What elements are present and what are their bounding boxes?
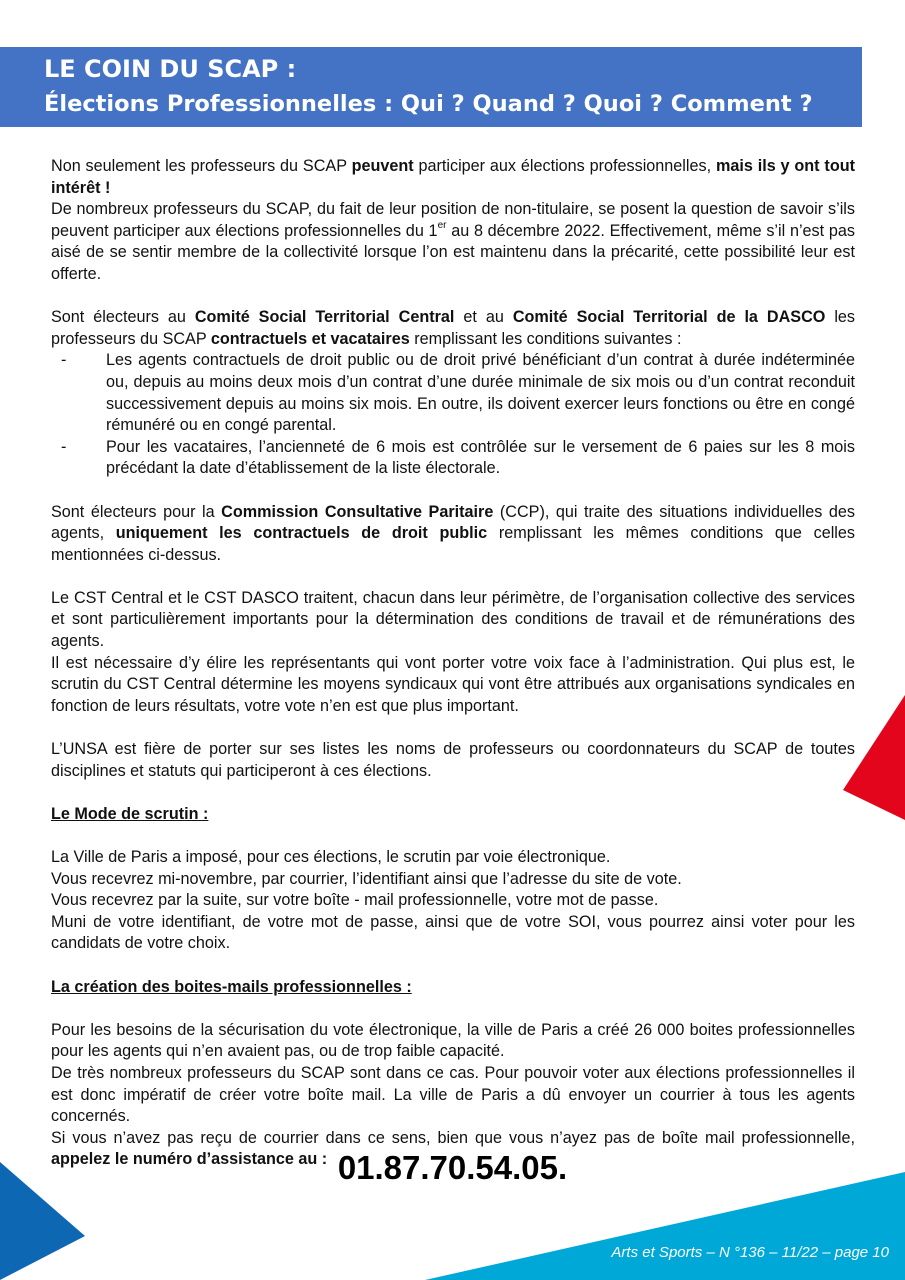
unsa-paragraph: L’UNSA est fière de porter sur ses listes les noms de professeurs ou coordonnateurs du SCAP de toutes disciplines et statuts qui participeront à ces élections.	[51, 740, 855, 780]
banner-title: LE COIN DU SCAP :	[44, 55, 297, 83]
mailbox-heading: La création des boites-mails professionnelles :	[51, 977, 412, 996]
mailbox-paragraph-1: Pour les besoins de la sécurisation du vote électronique, la ville de Paris a créé 26 000 boites professionnelles pour les agents qui n’en avaient pas, ou de trop faible capacité.	[51, 1020, 855, 1061]
title-banner	[0, 47, 862, 127]
intro-paragraph-2: De nombreux professeurs du SCAP, du fait de leur position de non-titulaire, se posent la question de savoir s’ils peuvent participer aux élections professionnelles du 1er au 8 décembre 2022. Effectivement, même s’il n’est pas aisé de se sentir membre de la collectivité lorsque l’on est maintenu dans la précarité, cette possibilité leur est offerte.	[51, 200, 855, 283]
cst-info-paragraph-1: Le CST Central et le CST DASCO traitent, chacun dans leur périmètre, de l’organisation collective des services et sont particulièrement importants pour la détermination des conditions de travail et de rémunérations des agents.	[51, 588, 855, 651]
cst-info-paragraph-2: Il est nécessaire d’y élire les représentants qui vont porter votre voix face à l’administration. Qui plus est, le scrutin du CST Central détermine les moyens syndicaux qui vont être attribués aux organisations syndicales en fonction de leurs résultats, votre vote n’en est que plus important.	[51, 653, 855, 715]
mailbox-paragraph-2: De très nombreux professeurs du SCAP sont dans ce cas. Pour pouvoir voter aux élections professionnelles il est donc impératif de créer votre boîte mail. La ville de Paris a dû envoyer un courrier à tous les agents concernés.	[51, 1063, 855, 1126]
conditions-list	[51, 350, 855, 480]
ccp-electors-paragraph: Sont électeurs pour la Commission Consultative Paritaire (CCP), qui traite des situations individuelles des agents, uniquement les contractuels de droit public remplissant les mêmes conditions que celles mentionnées ci-dessus.	[51, 502, 855, 564]
mailbox-paragraph-3: Si vous n’avez pas reçu de courrier dans ce sens, bien que vous n’ayez pas de boîte mail professionnelle, appelez le numéro d’assistance au :	[51, 1128, 855, 1169]
cyan-footer-band	[425, 1172, 905, 1280]
assistance-phone-number: 01.87.70.54.05.	[337, 1149, 568, 1186]
article-body	[51, 156, 855, 1171]
voting-mode-line-2: Vous recevrez mi-novembre, par courrier, l’identifiant ainsi que l’adresse du site de vote.	[51, 869, 682, 888]
list-item: - Les agents contractuels de droit public ou de droit privé bénéficiant d’un contrat à durée indéterminée ou, depuis au moins deux mois d’un contrat d’une durée minimale de six mois ou d’un contrat reconduit successivement depuis au moins six mois. En outre, ils doivent exercer leurs fonctions ou être en congé rémunéré ou en congé parental.	[61, 351, 855, 435]
voting-mode-heading: Le Mode de scrutin :	[51, 804, 209, 823]
voting-mode-line-4: Muni de votre identifiant, de votre mot de passe, ainsi que de votre SOI, vous pourrez ainsi voter pour les candidats de votre choix.	[51, 912, 855, 953]
voting-mode-line-1: La Ville de Paris a imposé, pour ces élections, le scrutin par voie électronique.	[51, 848, 611, 866]
intro-paragraph-1: Non seulement les professeurs du SCAP peuvent participer aux élections professionnelles, mais ils y ont tout intérêt !	[51, 157, 855, 197]
banner-subtitle: Élections Professionnelles : Qui ? Quand ? Quoi ? Comment ?	[44, 91, 813, 117]
voting-mode-line-3: Vous recevrez par la suite, sur votre boîte - mail professionnelle, votre mot de passe.	[51, 891, 659, 910]
cst-electors-paragraph: Sont électeurs au Comité Social Territorial Central et au Comité Social Territorial de la DASCO les professeurs du SCAP contractuels et vacataires remplissant les conditions suivantes :	[51, 308, 856, 348]
list-item: - Pour les vacataires, l’ancienneté de 6 mois est contrôlée sur le versement de 6 paies sur les 8 mois précédant la date d’établissement de la liste électorale.	[61, 437, 855, 478]
page-footer: Arts et Sports – N °136 – 11/22 – page 10	[611, 1244, 889, 1261]
